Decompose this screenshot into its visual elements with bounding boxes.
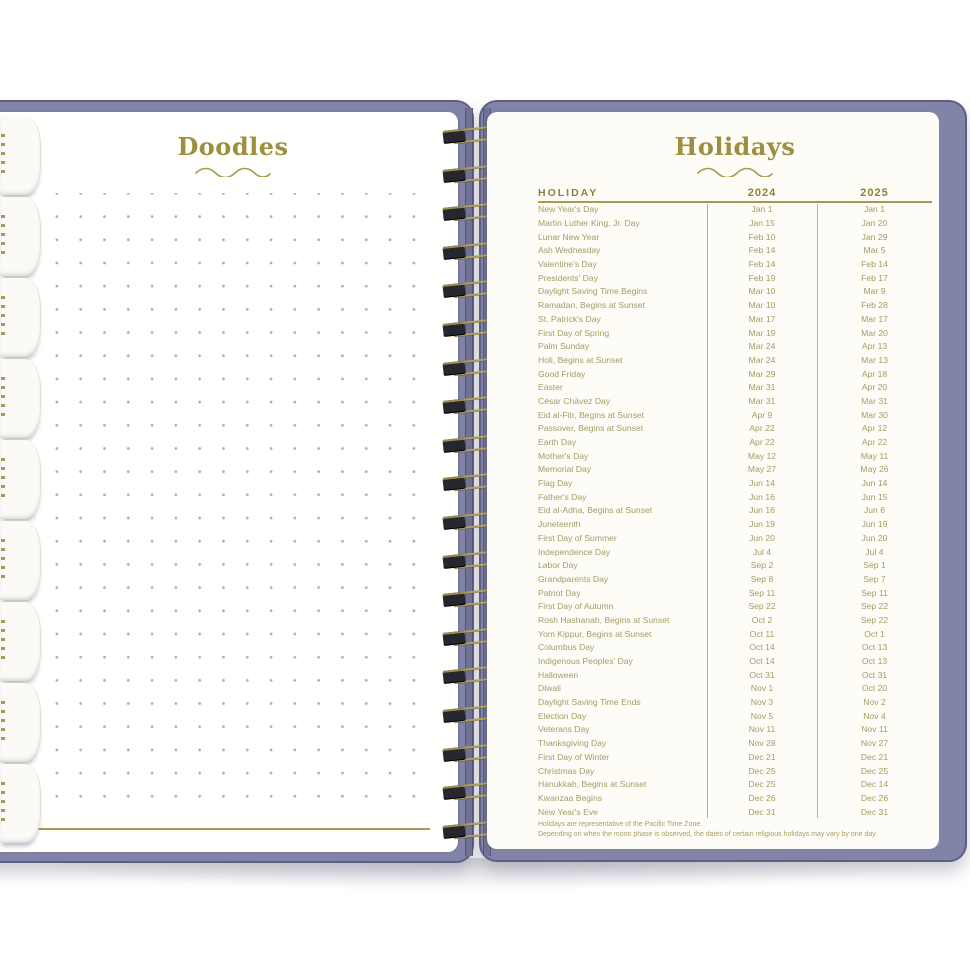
holiday-name: Lunar New Year bbox=[538, 231, 600, 242]
date-2025: Mar 13 bbox=[861, 354, 888, 365]
date-2025: May 26 bbox=[860, 464, 889, 475]
date-2025: Nov 4 bbox=[863, 710, 886, 721]
table-row bbox=[538, 723, 932, 737]
table-header bbox=[538, 186, 932, 200]
table-row bbox=[538, 408, 932, 422]
holiday-name: Holi, Begins at Sunset bbox=[538, 354, 623, 365]
holiday-name: Father's Day bbox=[538, 491, 587, 502]
table-row bbox=[538, 463, 932, 477]
date-2025: Jun 20 bbox=[861, 532, 888, 543]
date-2024: Feb 19 bbox=[748, 272, 776, 283]
date-2025: Jun 19 bbox=[861, 519, 888, 530]
date-2024: Jun 16 bbox=[749, 491, 775, 502]
date-2024: Mar 10 bbox=[748, 300, 776, 311]
table-row bbox=[538, 613, 932, 627]
date-2025: Jun 14 bbox=[861, 478, 888, 489]
date-2024: Feb 10 bbox=[748, 231, 776, 242]
table-row bbox=[538, 203, 932, 217]
tab-label-marks bbox=[1, 782, 5, 826]
holiday-name: Eid al-Adha, Begins at Sunset bbox=[538, 505, 653, 516]
page-edge-tab bbox=[0, 278, 41, 357]
doodles-bottom-rule bbox=[36, 828, 430, 830]
holiday-name: Juneteenth bbox=[538, 519, 581, 530]
date-2024: Sep 2 bbox=[750, 560, 774, 571]
table-row bbox=[538, 764, 932, 778]
holiday-name: First Day of Summer bbox=[538, 532, 617, 543]
page-edge-tab bbox=[0, 359, 41, 438]
date-2024: Mar 17 bbox=[748, 313, 776, 324]
date-2024: Oct 14 bbox=[749, 656, 775, 667]
date-2025: Nov 11 bbox=[861, 724, 888, 735]
table-row bbox=[538, 682, 932, 696]
header-2024: 2024 bbox=[747, 187, 777, 199]
date-2024: Sep 22 bbox=[748, 601, 776, 612]
holiday-name: Ash Wednesday bbox=[538, 245, 601, 256]
date-2024: Mar 10 bbox=[748, 286, 776, 297]
date-2024: Jan 15 bbox=[749, 218, 775, 229]
date-2025: Dec 14 bbox=[860, 779, 889, 790]
date-2024: Nov 11 bbox=[748, 724, 776, 735]
holiday-name: Daylight Saving Time Begins bbox=[538, 286, 648, 297]
table-row bbox=[538, 572, 932, 586]
tab-label-marks bbox=[1, 701, 5, 745]
date-2025: Nov 27 bbox=[860, 738, 889, 749]
holiday-name: Ramadan, Begins at Sunset bbox=[538, 300, 646, 311]
table-row bbox=[538, 504, 932, 518]
page-edge-tab bbox=[0, 197, 41, 276]
table-row bbox=[538, 422, 932, 436]
table-row bbox=[538, 285, 932, 299]
date-2024: Apr 22 bbox=[749, 423, 775, 434]
date-2025: Sep 22 bbox=[860, 601, 889, 612]
date-2024: Mar 24 bbox=[748, 341, 776, 352]
date-2024: Mar 31 bbox=[748, 395, 776, 406]
date-2025: Oct 20 bbox=[861, 683, 888, 694]
date-2024: Dec 25 bbox=[748, 765, 776, 776]
tab-label-marks bbox=[1, 458, 5, 502]
date-2025: Sep 11 bbox=[861, 587, 888, 598]
page-edge-tab bbox=[0, 116, 41, 195]
table-row bbox=[538, 777, 932, 791]
holiday-name: Veterans Day bbox=[538, 724, 590, 735]
holiday-name: Memorial Day bbox=[538, 464, 592, 475]
table-row bbox=[538, 339, 932, 353]
holiday-name: Good Friday bbox=[538, 368, 586, 379]
date-2025: Dec 31 bbox=[860, 806, 889, 817]
table-row bbox=[538, 298, 932, 312]
table-row bbox=[538, 312, 932, 326]
table-row bbox=[538, 668, 932, 682]
table-row bbox=[538, 257, 932, 271]
date-2025: Jul 4 bbox=[865, 546, 884, 557]
date-2024: Dec 26 bbox=[748, 792, 776, 803]
date-2024: Apr 22 bbox=[749, 437, 775, 448]
doodles-page-title: Doodles bbox=[177, 132, 289, 161]
date-2024: Jun 14 bbox=[749, 478, 775, 489]
date-2025: Oct 13 bbox=[861, 642, 888, 653]
date-2025: Jan 20 bbox=[861, 218, 888, 229]
holiday-name: Yom Kippur, Begins at Sunset bbox=[538, 628, 652, 639]
table-row bbox=[538, 271, 932, 285]
date-2025: Mar 20 bbox=[861, 327, 888, 338]
holiday-name: Hanukkah, Begins at Sunset bbox=[538, 779, 647, 790]
holiday-name: Rosh Hashanah, Begins at Sunset bbox=[538, 614, 670, 625]
holiday-name: St. Patrick's Day bbox=[538, 313, 601, 324]
table-row bbox=[538, 805, 932, 819]
table-row bbox=[538, 380, 932, 394]
date-2025: Apr 12 bbox=[861, 423, 888, 434]
holiday-name: Eid al-Fitr, Begins at Sunset bbox=[538, 409, 645, 420]
holiday-name: Earth Day bbox=[538, 437, 577, 448]
table-row bbox=[538, 627, 932, 641]
holiday-name: Election Day bbox=[538, 710, 587, 721]
tab-label-marks bbox=[1, 215, 5, 259]
date-2024: May 27 bbox=[747, 464, 777, 475]
date-2024: Mar 24 bbox=[748, 354, 776, 365]
date-2024: Nov 3 bbox=[750, 697, 774, 708]
tab-label-marks bbox=[1, 134, 5, 178]
holiday-name: Halloween bbox=[538, 669, 579, 680]
date-2025: Feb 14 bbox=[861, 259, 888, 270]
date-2024: Jul 4 bbox=[752, 546, 772, 557]
tab-label-marks bbox=[1, 539, 5, 583]
date-2025: Mar 9 bbox=[863, 286, 886, 297]
date-2024: Feb 14 bbox=[748, 259, 776, 270]
date-2024: Dec 25 bbox=[748, 779, 776, 790]
holiday-name: Palm Sunday bbox=[538, 341, 590, 352]
holiday-name: Columbus Day bbox=[538, 642, 595, 653]
table-row bbox=[538, 695, 932, 709]
holiday-name: Flag Day bbox=[538, 478, 573, 489]
holiday-name: Independence Day bbox=[538, 546, 611, 557]
date-2024: Nov 1 bbox=[750, 683, 774, 694]
table-row bbox=[538, 641, 932, 655]
table-row bbox=[538, 216, 932, 230]
date-2025: Mar 30 bbox=[861, 409, 888, 420]
holiday-name: Labor Day bbox=[538, 560, 578, 571]
page-edge-tab bbox=[0, 602, 41, 681]
table-row bbox=[538, 230, 932, 244]
table-row bbox=[538, 586, 932, 600]
date-2025: Dec 21 bbox=[860, 751, 889, 762]
date-2024: Oct 14 bbox=[749, 642, 775, 653]
date-2025: Sep 7 bbox=[863, 573, 886, 584]
footnote-line-2: Depending on when the moon phase is observed, the dates of certain religious holidays may vary by one day. bbox=[538, 831, 878, 838]
date-2024: May 12 bbox=[747, 450, 777, 461]
date-2024: Jun 16 bbox=[749, 505, 775, 516]
date-2025: Apr 18 bbox=[861, 368, 888, 379]
date-2025: Jan 1 bbox=[863, 204, 886, 215]
tab-label-marks bbox=[1, 296, 5, 340]
table-row bbox=[538, 791, 932, 805]
holiday-name: Easter bbox=[538, 382, 563, 393]
holiday-name: New Year's Day bbox=[538, 204, 599, 215]
date-2025: Jun 15 bbox=[861, 491, 888, 502]
holiday-name: New Year's Eve bbox=[538, 806, 598, 817]
date-2025: Sep 22 bbox=[860, 614, 889, 625]
date-2024: Dec 31 bbox=[748, 806, 776, 817]
holiday-name: Christmas Day bbox=[538, 765, 595, 776]
date-2025: Apr 20 bbox=[861, 382, 888, 393]
holiday-name: Grandparents Day bbox=[538, 573, 609, 584]
table-row bbox=[538, 599, 932, 613]
holidays-page-title: Holidays bbox=[674, 132, 796, 161]
date-2024: Sep 8 bbox=[750, 573, 774, 584]
holiday-name: Presidents' Day bbox=[538, 272, 598, 283]
page-edge-tab bbox=[0, 521, 41, 600]
table-row bbox=[538, 709, 932, 723]
date-2025: Apr 22 bbox=[861, 437, 888, 448]
holiday-table bbox=[538, 203, 932, 819]
holiday-name: Kwanzaa Begins bbox=[538, 792, 603, 803]
table-row bbox=[538, 476, 932, 490]
table-row bbox=[538, 326, 932, 340]
date-2024: Feb 14 bbox=[748, 245, 776, 256]
holiday-name: First Day of Spring bbox=[538, 327, 610, 338]
table-row bbox=[538, 558, 932, 572]
date-2024: Oct 11 bbox=[749, 628, 775, 639]
table-row bbox=[538, 545, 932, 559]
holiday-name: Passover, Begins at Sunset bbox=[538, 423, 644, 434]
holiday-name: Valentine's Day bbox=[538, 259, 597, 270]
holiday-name: Diwali bbox=[538, 683, 561, 694]
date-2024: Dec 21 bbox=[748, 751, 776, 762]
date-2025: Dec 25 bbox=[860, 765, 889, 776]
date-2024: Oct 2 bbox=[751, 614, 773, 625]
date-2025: Nov 2 bbox=[863, 697, 886, 708]
date-2024: Jun 20 bbox=[749, 532, 775, 543]
date-2025: Jan 29 bbox=[861, 231, 888, 242]
table-row bbox=[538, 517, 932, 531]
table-row bbox=[538, 367, 932, 381]
date-2025: Mar 5 bbox=[863, 245, 886, 256]
table-row bbox=[538, 435, 932, 449]
date-2024: Mar 31 bbox=[748, 382, 776, 393]
holiday-name: Patriot Day bbox=[538, 587, 581, 598]
date-2025: Oct 13 bbox=[861, 656, 888, 667]
date-2025: Feb 17 bbox=[861, 272, 888, 283]
date-2025: Dec 26 bbox=[860, 792, 889, 803]
date-2024: Jun 19 bbox=[749, 519, 775, 530]
date-2024: Nov 28 bbox=[748, 738, 776, 749]
table-row bbox=[538, 750, 932, 764]
date-2025: Mar 17 bbox=[861, 313, 888, 324]
page-edge-tab bbox=[0, 440, 41, 519]
table-row bbox=[538, 736, 932, 750]
date-2025: Feb 28 bbox=[861, 300, 888, 311]
table-row bbox=[538, 531, 932, 545]
holiday-name: First Day of Winter bbox=[538, 751, 610, 762]
date-2024: Mar 29 bbox=[748, 368, 776, 379]
date-2025: Mar 31 bbox=[861, 395, 888, 406]
date-2024: Apr 9 bbox=[751, 409, 773, 420]
date-2025: Oct 1 bbox=[864, 628, 885, 639]
holiday-name: Mother's Day bbox=[538, 450, 589, 461]
table-row bbox=[538, 654, 932, 668]
table-row bbox=[538, 449, 932, 463]
page-edge-tab bbox=[0, 683, 41, 762]
table-row bbox=[538, 244, 932, 258]
date-2024: Oct 31 bbox=[749, 669, 775, 680]
table-row bbox=[538, 394, 932, 408]
tab-label-marks bbox=[1, 377, 5, 421]
date-2025: Jun 6 bbox=[863, 505, 886, 516]
holiday-name: Martin Luther King, Jr. Day bbox=[538, 218, 640, 229]
date-2025: Sep 1 bbox=[863, 560, 886, 571]
footnote bbox=[538, 820, 932, 840]
notebook-shadow bbox=[10, 858, 956, 892]
date-2024: Nov 5 bbox=[750, 710, 774, 721]
date-2024: Jan 1 bbox=[751, 204, 773, 215]
footnote-line-1: Holidays are representative of the Pacific Time Zone. bbox=[538, 821, 703, 828]
table-row bbox=[538, 490, 932, 504]
holiday-name: Indigenous Peoples' Day bbox=[538, 656, 633, 667]
date-2024: Sep 11 bbox=[748, 587, 776, 598]
holiday-name: Thanksgiving Day bbox=[538, 738, 607, 749]
holiday-name: César Chávez Day bbox=[538, 395, 611, 406]
dot-grid bbox=[34, 193, 416, 817]
header-2025: 2025 bbox=[860, 187, 889, 199]
squiggle-underline-icon bbox=[538, 164, 932, 182]
tab-label-marks bbox=[1, 620, 5, 664]
date-2025: Oct 31 bbox=[861, 669, 888, 680]
date-2025: May 11 bbox=[860, 450, 889, 461]
page-edge-tab bbox=[0, 764, 41, 843]
table-row bbox=[538, 353, 932, 367]
date-2025: Apr 13 bbox=[861, 341, 888, 352]
holiday-name: Daylight Saving Time Ends bbox=[538, 697, 641, 708]
squiggle-underline-icon bbox=[36, 164, 430, 182]
header-holiday: HOLIDAY bbox=[538, 187, 599, 199]
holiday-name: First Day of Autumn bbox=[538, 601, 614, 612]
date-2024: Mar 19 bbox=[748, 327, 776, 338]
